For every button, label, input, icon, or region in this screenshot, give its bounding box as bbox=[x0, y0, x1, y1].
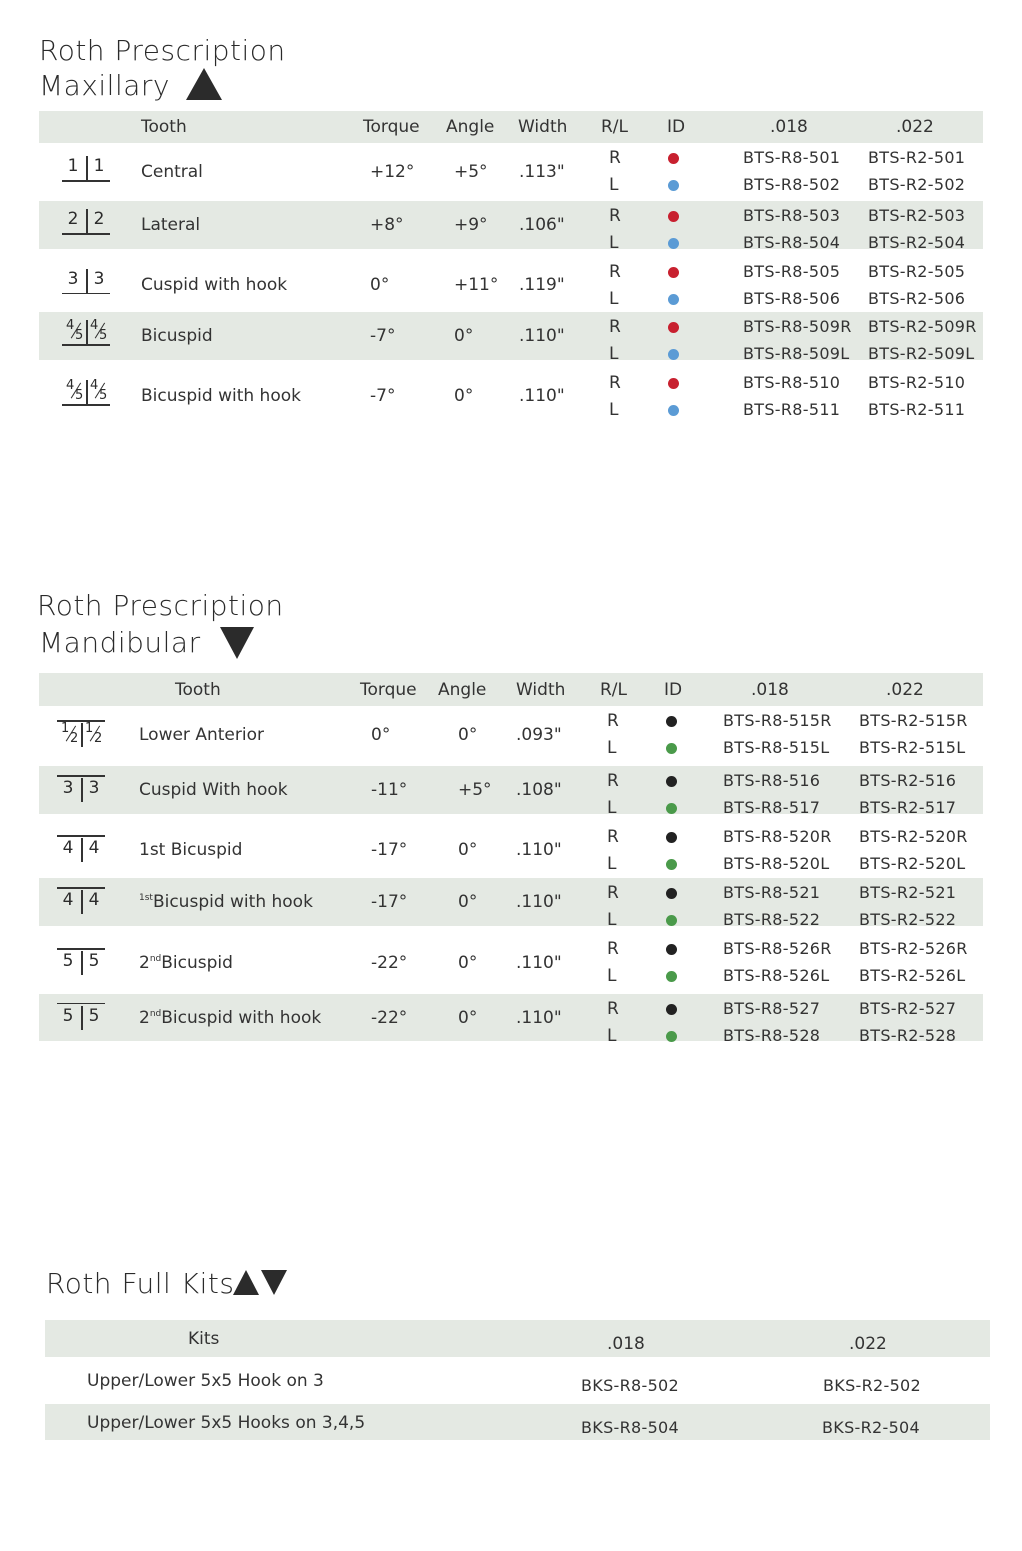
tooth-name: Lateral bbox=[141, 215, 201, 235]
angle-value: 0° bbox=[458, 1007, 478, 1028]
code-018-right: BTS-R8-501 bbox=[743, 148, 841, 167]
code-022-left: BTS-R2-522 bbox=[859, 910, 957, 929]
id-dot-right bbox=[668, 378, 679, 389]
code-018-right: BTS-R8-505 bbox=[743, 262, 841, 281]
header-width: Width bbox=[518, 117, 568, 137]
torque-value: 0° bbox=[371, 725, 391, 745]
id-dot-left bbox=[666, 971, 677, 982]
tooth-quadrant-left: 5 bbox=[62, 1005, 74, 1026]
triangle-up-icon bbox=[186, 68, 222, 100]
tooth-quadrant-left: 1 bbox=[67, 156, 79, 176]
id-dot-left bbox=[668, 180, 679, 191]
code-022-right: BTS-R2-501 bbox=[868, 148, 966, 167]
code-022-right: BTS-R2-521 bbox=[859, 883, 957, 902]
code-018-right: BTS-R8-527 bbox=[723, 999, 821, 1018]
tooth-name: Central bbox=[141, 162, 203, 182]
code-018-right: BTS-R8-520R bbox=[723, 827, 832, 846]
code-018-left: BTS-R8-520L bbox=[723, 854, 830, 873]
kit-name: Upper/Lower 5x5 Hook on 3 bbox=[87, 1371, 324, 1391]
side-right: R bbox=[607, 939, 619, 959]
code-022-right: BTS-R2-527 bbox=[859, 999, 957, 1018]
tooth-quadrant-notation bbox=[57, 838, 107, 862]
width-value: .110" bbox=[519, 386, 565, 406]
torque-value: -17° bbox=[371, 840, 408, 860]
tooth-topline bbox=[57, 1003, 105, 1005]
torque-value: -22° bbox=[371, 953, 408, 973]
id-dot-right bbox=[666, 776, 677, 787]
tooth-name-text: Bicuspid bbox=[161, 953, 233, 973]
tooth-divider bbox=[81, 838, 83, 862]
tooth-quadrant-right: 5 bbox=[88, 1005, 100, 1026]
angle-value: +11° bbox=[454, 274, 499, 295]
id-dot-right bbox=[666, 716, 677, 727]
code-018-right: BTS-R8-515R bbox=[723, 711, 832, 730]
id-dot-left bbox=[666, 1031, 677, 1042]
kit-code-022: BKS-R2-502 bbox=[823, 1376, 922, 1395]
header-torque: Torque bbox=[363, 117, 420, 137]
tooth-divider bbox=[81, 778, 83, 802]
side-left: L bbox=[609, 344, 619, 364]
side-right: R bbox=[609, 373, 621, 393]
side-left: L bbox=[607, 910, 617, 930]
tooth-quadrant-notation bbox=[57, 1006, 107, 1030]
code-022-left: BTS-R2-526L bbox=[859, 966, 966, 985]
tooth-quadrant-right: 4 bbox=[88, 890, 100, 910]
code-018-right: BTS-R8-503 bbox=[743, 206, 841, 225]
side-right: R bbox=[609, 262, 621, 282]
tooth-divider bbox=[86, 320, 88, 344]
code-022-right: BTS-R2-526R bbox=[859, 939, 968, 958]
id-dot-left bbox=[668, 405, 679, 416]
tooth-name: Bicuspid with hook bbox=[141, 386, 301, 406]
side-right: R bbox=[607, 771, 619, 791]
width-value: .119" bbox=[519, 274, 565, 295]
tooth-name bbox=[139, 953, 233, 973]
kit-code-018: BKS-R8-502 bbox=[581, 1376, 680, 1395]
id-dot-right bbox=[666, 888, 677, 899]
id-dot-left bbox=[668, 238, 679, 249]
side-left: L bbox=[609, 289, 619, 309]
width-value: .113" bbox=[519, 162, 565, 182]
code-022-left: BTS-R2-515L bbox=[859, 738, 966, 757]
code-022-left: BTS-R2-511 bbox=[868, 400, 966, 419]
tooth-divider bbox=[86, 269, 88, 293]
id-dot-left bbox=[666, 915, 677, 926]
tooth-quadrant-right: 4 bbox=[88, 838, 100, 858]
header-022: .022 bbox=[849, 1334, 887, 1354]
side-right: R bbox=[607, 999, 619, 1019]
tooth-quadrant-notation bbox=[57, 951, 107, 975]
code-022-right: BTS-R2-505 bbox=[868, 262, 966, 281]
tooth-baseline bbox=[62, 344, 110, 346]
tooth-quadrant-notation bbox=[62, 156, 112, 180]
tooth-name-text: Lower Anterior bbox=[139, 725, 264, 745]
tooth-topline bbox=[57, 835, 105, 837]
id-dot-right bbox=[668, 267, 679, 278]
code-022-left: BTS-R2-509L bbox=[868, 344, 975, 363]
tooth-quadrant-right: 3 bbox=[88, 778, 100, 798]
code-018-right: BTS-R8-510 bbox=[743, 373, 841, 392]
torque-value: -7° bbox=[370, 326, 396, 346]
code-018-left: BTS-R8-506 bbox=[743, 289, 841, 308]
code-022-right: BTS-R2-509R bbox=[868, 317, 977, 336]
tooth-name-text: Bicuspid with hook bbox=[161, 1007, 322, 1028]
code-018-left: BTS-R8-504 bbox=[743, 233, 841, 252]
tooth-name-text: Bicuspid with hook bbox=[152, 892, 313, 912]
kits-title: Roth Full Kits bbox=[46, 1267, 235, 1300]
tooth-quadrant-left: 4 bbox=[62, 838, 74, 858]
code-022-left: BTS-R2-506 bbox=[868, 289, 966, 308]
tooth-quadrant-notation: 4 5 4 5 bbox=[62, 380, 112, 404]
tooth-quadrant-notation bbox=[57, 778, 107, 802]
header-width: Width bbox=[516, 680, 566, 700]
header-id: ID bbox=[664, 680, 683, 700]
tooth-divider bbox=[81, 723, 83, 747]
triangle-down-icon bbox=[261, 1270, 287, 1295]
torque-value: +12° bbox=[370, 162, 415, 182]
angle-value: +9° bbox=[454, 215, 488, 235]
side-left: L bbox=[609, 175, 619, 195]
triangle-up-icon bbox=[233, 1270, 259, 1295]
kit-code-018: BKS-R8-504 bbox=[581, 1418, 680, 1437]
tooth-quadrant-left: 3 bbox=[62, 778, 74, 798]
tooth-name: Cuspid with hook bbox=[141, 274, 288, 295]
tooth-name bbox=[139, 892, 313, 912]
id-dot-right bbox=[666, 832, 677, 843]
tooth-baseline bbox=[62, 180, 110, 182]
id-dot-left bbox=[666, 803, 677, 814]
side-left: L bbox=[607, 966, 617, 986]
tooth-quadrant-notation bbox=[62, 269, 112, 293]
width-value: .110" bbox=[516, 1007, 562, 1028]
angle-value: +5° bbox=[458, 780, 492, 800]
code-022-right: BTS-R2-510 bbox=[868, 373, 966, 392]
width-value: .106" bbox=[519, 215, 565, 235]
width-value: .093" bbox=[516, 725, 562, 745]
code-022-left: BTS-R2-517 bbox=[859, 798, 957, 817]
torque-value: -22° bbox=[371, 1007, 408, 1028]
code-018-right: BTS-R8-516 bbox=[723, 771, 821, 790]
torque-value: 0° bbox=[370, 274, 390, 295]
tooth-baseline bbox=[62, 293, 110, 295]
tooth-name-text: Cuspid With hook bbox=[139, 780, 288, 800]
tooth-name-text: 1st Bicuspid bbox=[139, 840, 243, 860]
torque-value: -11° bbox=[371, 780, 408, 800]
tooth-quadrant-left: 3 bbox=[67, 268, 79, 289]
tooth-quadrant-right: 3 bbox=[93, 268, 105, 289]
code-018-right: BTS-R8-521 bbox=[723, 883, 821, 902]
header-angle: Angle bbox=[438, 680, 487, 700]
side-left: L bbox=[607, 854, 617, 874]
id-dot-right bbox=[668, 211, 679, 222]
id-dot-left bbox=[666, 859, 677, 870]
code-022-left: BTS-R2-502 bbox=[868, 175, 966, 194]
angle-value: 0° bbox=[458, 725, 478, 745]
id-dot-right bbox=[668, 322, 679, 333]
header-id: ID bbox=[667, 117, 686, 137]
code-018-right: BTS-R8-509R bbox=[743, 317, 852, 336]
width-value: .108" bbox=[516, 780, 562, 800]
side-left: L bbox=[607, 738, 617, 758]
tooth-baseline bbox=[62, 233, 110, 235]
header-018: .018 bbox=[607, 1334, 645, 1354]
header-angle: Angle bbox=[446, 117, 495, 137]
code-022-left: BTS-R2-528 bbox=[859, 1026, 957, 1045]
id-dot-left bbox=[666, 743, 677, 754]
id-dot-left bbox=[668, 294, 679, 305]
side-right: R bbox=[607, 827, 619, 847]
tooth-quadrant-right: 5 bbox=[88, 951, 100, 971]
code-018-left: BTS-R8-502 bbox=[743, 175, 841, 194]
tooth-quadrant-notation: 4 5 4 5 bbox=[62, 320, 112, 344]
side-right: R bbox=[607, 883, 619, 903]
code-022-right: BTS-R2-515R bbox=[859, 711, 968, 730]
maxillary-subtitle: Maxillary bbox=[39, 69, 170, 102]
header-rl: R/L bbox=[601, 117, 629, 137]
code-018-right: BTS-R8-526R bbox=[723, 939, 832, 958]
side-left: L bbox=[609, 400, 619, 420]
header-rl: R/L bbox=[600, 680, 628, 700]
maxillary-title: Roth Prescription bbox=[39, 34, 286, 67]
angle-value: 0° bbox=[454, 326, 474, 346]
tooth-ordinal: 2 bbox=[139, 1007, 150, 1028]
tooth-quadrant-notation bbox=[62, 209, 112, 233]
header-kits: Kits bbox=[188, 1329, 220, 1349]
header-tooth: Tooth bbox=[141, 117, 187, 137]
id-dot-right bbox=[668, 153, 679, 164]
width-value: .110" bbox=[519, 326, 565, 346]
header-018: .018 bbox=[770, 117, 808, 137]
code-022-right: BTS-R2-516 bbox=[859, 771, 957, 790]
torque-value: +8° bbox=[370, 215, 404, 235]
torque-value: -17° bbox=[371, 892, 408, 912]
code-022-right: BTS-R2-503 bbox=[868, 206, 966, 225]
tooth-quadrant-right: 1 bbox=[93, 156, 105, 176]
tooth-topline bbox=[57, 948, 105, 950]
tooth-ordinal-suffix: nd bbox=[149, 1008, 162, 1019]
width-value: .110" bbox=[516, 892, 562, 912]
code-022-left: BTS-R2-504 bbox=[868, 233, 966, 252]
tooth-quadrant-left: 4 bbox=[62, 890, 74, 910]
header-018: .018 bbox=[751, 680, 789, 700]
tooth-divider bbox=[86, 380, 88, 404]
torque-value: -7° bbox=[370, 386, 396, 406]
id-dot-right bbox=[666, 944, 677, 955]
tooth-name bbox=[139, 1008, 321, 1028]
tooth-topline bbox=[57, 887, 105, 889]
tooth-divider bbox=[81, 1006, 83, 1030]
tooth-quadrant-left: 2 bbox=[67, 209, 79, 229]
code-022-right: BTS-R2-520R bbox=[859, 827, 968, 846]
side-right: R bbox=[609, 148, 621, 168]
tooth-name: Bicuspid bbox=[141, 326, 213, 346]
angle-value: 0° bbox=[458, 892, 478, 912]
side-right: R bbox=[607, 711, 619, 731]
id-dot-left bbox=[668, 349, 679, 360]
tooth-name bbox=[139, 725, 264, 745]
angle-value: 0° bbox=[454, 386, 474, 406]
tooth-divider bbox=[86, 156, 88, 180]
angle-value: 0° bbox=[458, 953, 478, 973]
tooth-name bbox=[139, 780, 288, 800]
mandibular-subtitle: Mandibular bbox=[39, 626, 201, 659]
tooth-quadrant-notation: 1 2 1 2 bbox=[57, 723, 107, 747]
tooth-quadrant-right: 2 bbox=[93, 209, 105, 229]
id-dot-right bbox=[666, 1004, 677, 1015]
tooth-baseline bbox=[62, 404, 110, 406]
code-018-left: BTS-R8-509L bbox=[743, 344, 850, 363]
header-torque: Torque bbox=[360, 680, 417, 700]
code-018-left: BTS-R8-511 bbox=[743, 400, 841, 419]
header-022: .022 bbox=[886, 680, 924, 700]
mandibular-title: Roth Prescription bbox=[37, 589, 284, 622]
side-left: L bbox=[609, 233, 619, 253]
tooth-name bbox=[139, 840, 242, 860]
tooth-divider bbox=[81, 890, 83, 914]
code-022-left: BTS-R2-520L bbox=[859, 854, 966, 873]
tooth-ordinal-suffix: nd bbox=[149, 954, 162, 964]
tooth-topline bbox=[57, 775, 105, 777]
kit-code-022: BKS-R2-504 bbox=[822, 1418, 921, 1437]
code-018-left: BTS-R8-528 bbox=[723, 1026, 821, 1045]
code-018-left: BTS-R8-526L bbox=[723, 966, 830, 985]
header-tooth: Tooth bbox=[175, 680, 221, 700]
angle-value: +5° bbox=[454, 162, 488, 182]
side-left: L bbox=[607, 798, 617, 818]
tooth-topline bbox=[57, 720, 105, 722]
tooth-divider bbox=[86, 209, 88, 233]
triangle-down-icon bbox=[220, 627, 254, 659]
header-022: .022 bbox=[896, 117, 934, 137]
tooth-quadrant-left: 5 bbox=[62, 951, 74, 971]
tooth-ordinal: 2 bbox=[139, 953, 150, 973]
kit-name: Upper/Lower 5x5 Hooks on 3,4,5 bbox=[87, 1413, 366, 1433]
code-018-left: BTS-R8-522 bbox=[723, 910, 821, 929]
angle-value: 0° bbox=[458, 840, 478, 860]
code-018-left: BTS-R8-517 bbox=[723, 798, 821, 817]
tooth-ordinal-suffix: 1st bbox=[139, 893, 153, 903]
width-value: .110" bbox=[516, 953, 562, 973]
tooth-quadrant-notation bbox=[57, 890, 107, 914]
tooth-divider bbox=[81, 951, 83, 975]
side-left: L bbox=[607, 1026, 617, 1046]
code-018-left: BTS-R8-515L bbox=[723, 738, 830, 757]
width-value: .110" bbox=[516, 840, 562, 860]
side-right: R bbox=[609, 206, 621, 226]
side-right: R bbox=[609, 317, 621, 337]
